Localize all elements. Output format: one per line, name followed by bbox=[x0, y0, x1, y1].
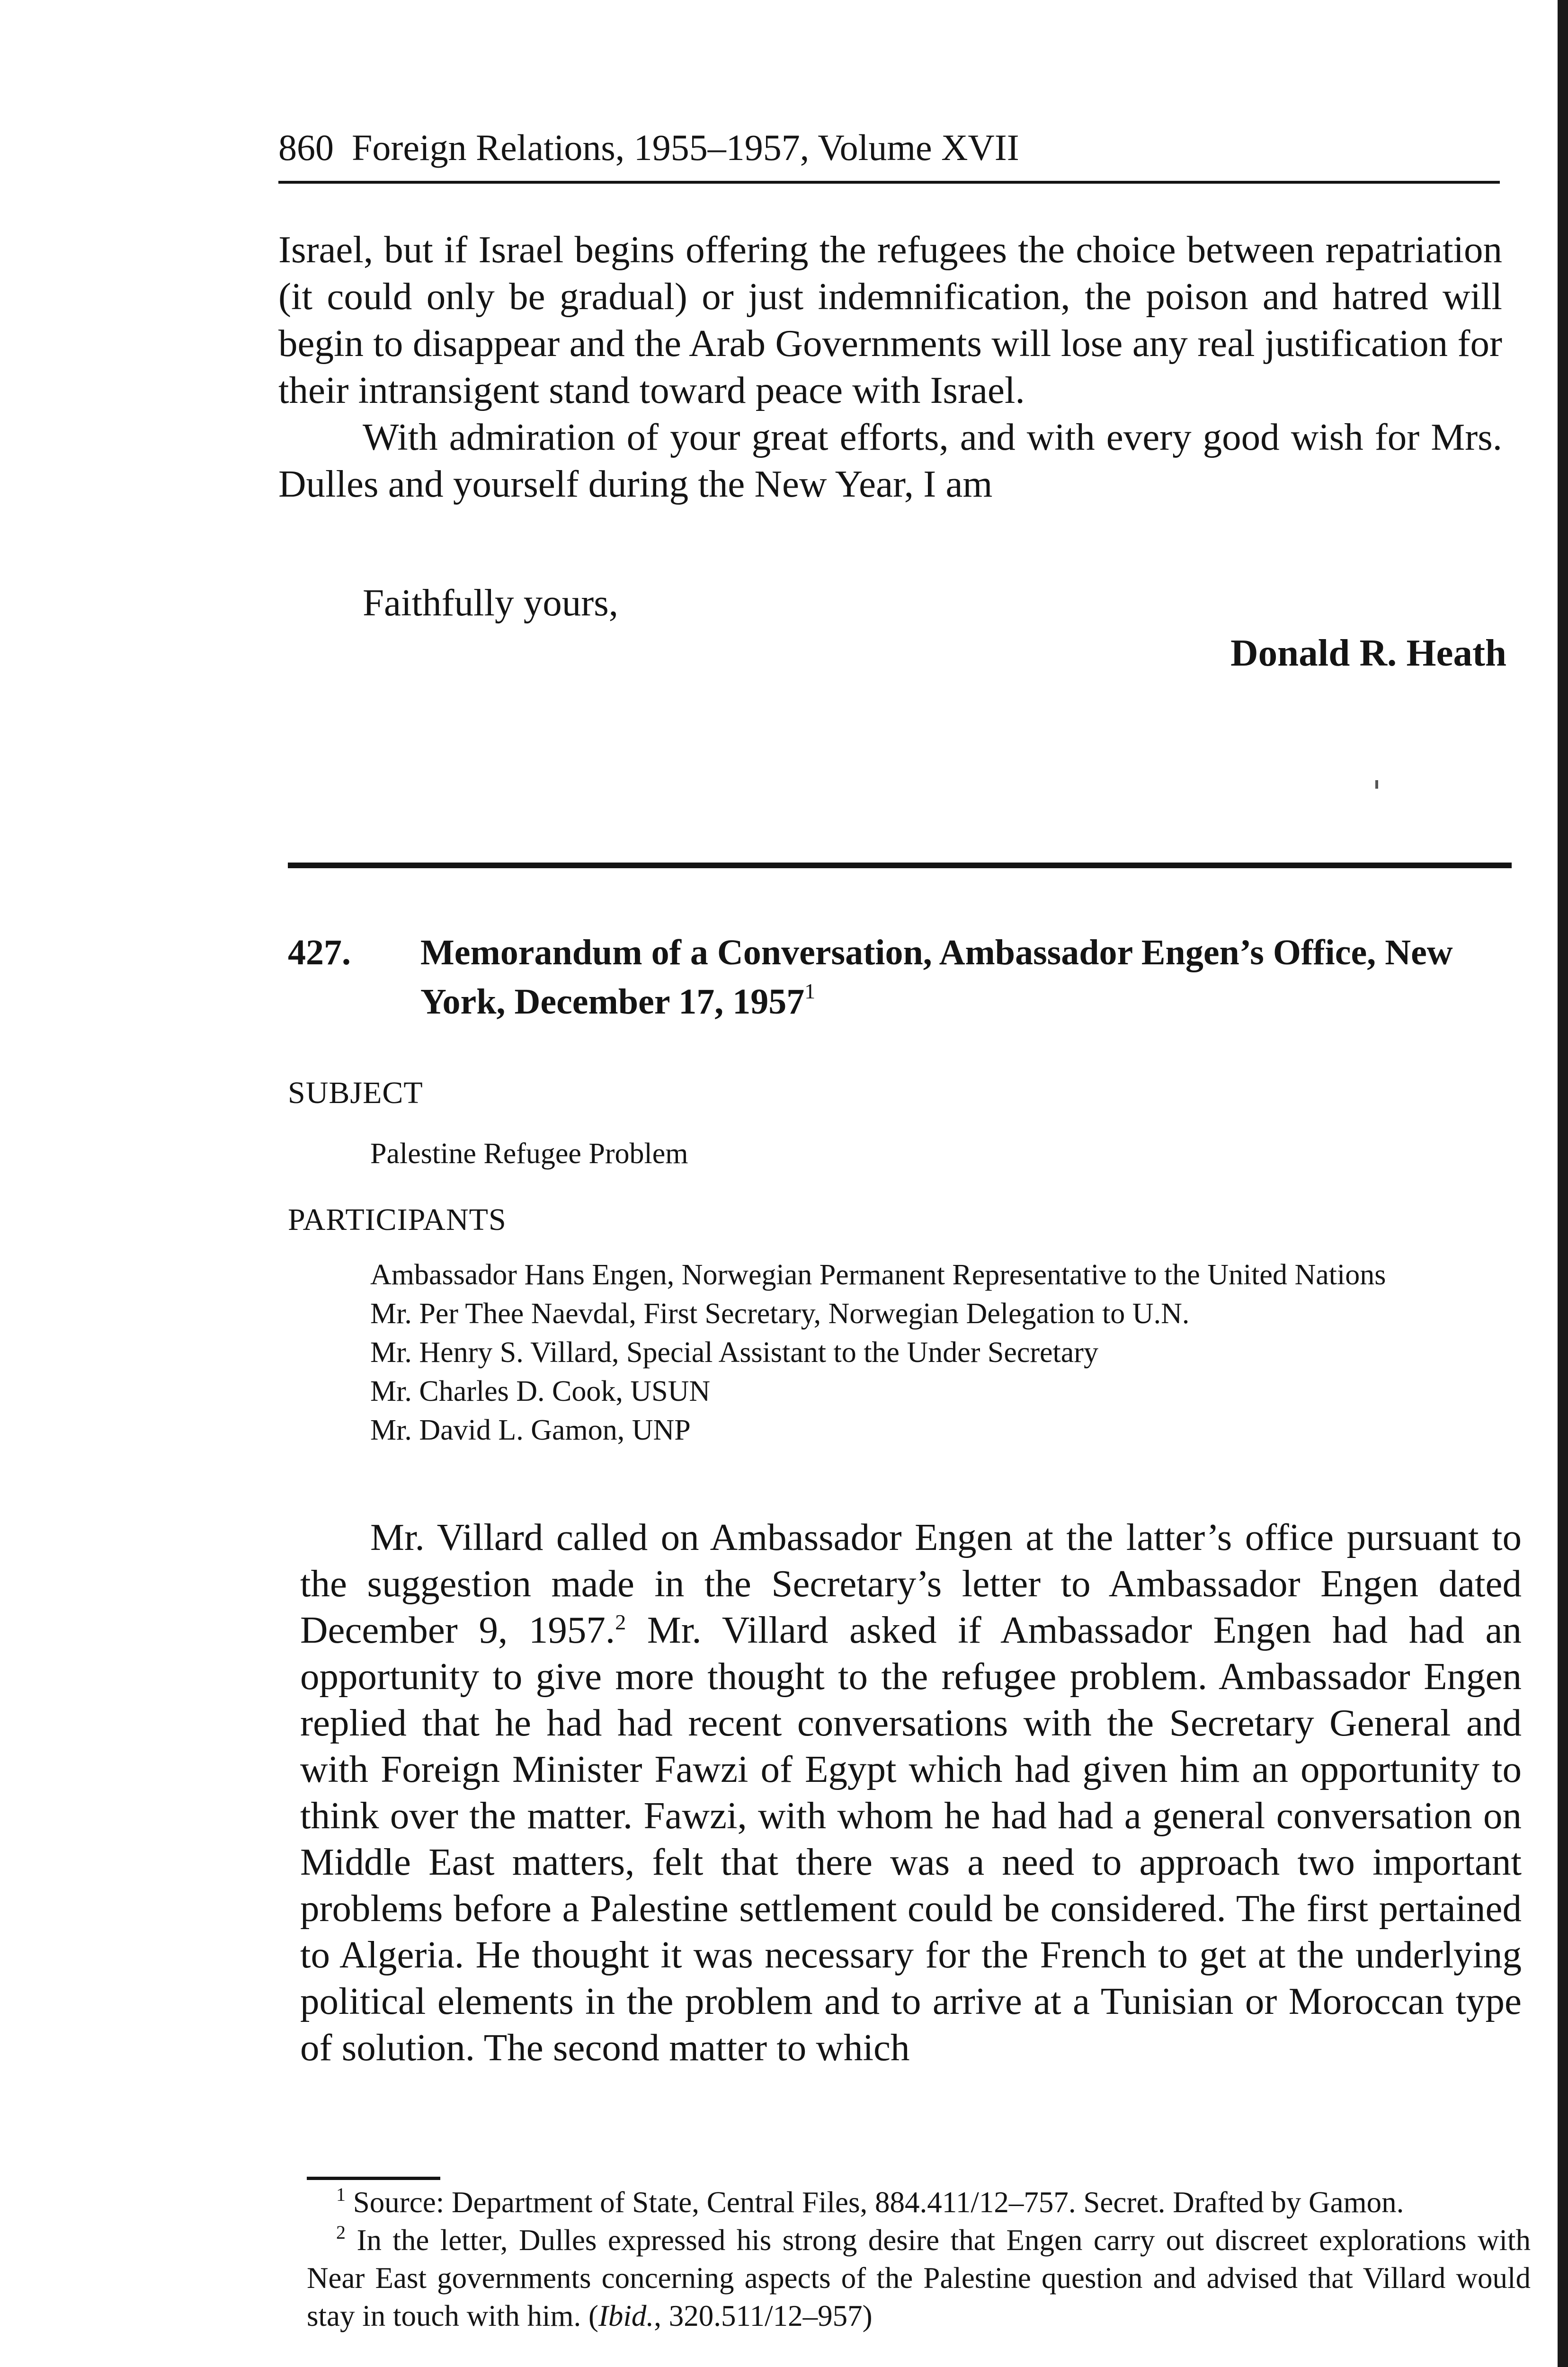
participant-item: Mr. Henry S. Villard, Special Assistant to the Under Secretary bbox=[370, 1336, 1098, 1369]
footnote-ibid: Ibid. bbox=[598, 2299, 654, 2332]
footnote bbox=[307, 2183, 1531, 2221]
letter-closing: Faithfully yours, bbox=[363, 581, 618, 624]
participants-list bbox=[370, 1255, 1506, 1450]
page-number: 860 bbox=[278, 127, 334, 168]
participants-label: PARTICIPANTS bbox=[288, 1202, 507, 1237]
memo-body-text: Mr. Villard called on Ambassador Engen at the latter’s office pursuant to the suggestion made in the Secretary’s letter to Ambassador Engen dated December 9, 1957. bbox=[300, 1516, 1522, 1651]
participant-item: Mr. Per Thee Naevdal, First Secretary, Norwegian Delegation to U.N. bbox=[370, 1298, 1190, 1330]
section-divider bbox=[288, 863, 1512, 868]
footnotes bbox=[307, 2183, 1531, 2335]
volume-title: Foreign Relations, 1955–1957, Volume XVII bbox=[352, 127, 1019, 168]
memo-body-text: Mr. Villard asked if Ambassador Engen had had an opportunity to give more thought to the refugee problem. Ambassador Engen replied that he had had recent conversations with the Secretary General and with Foreign Minister Fawzi of Egypt which had given him an opportunity to think over the matter. Fawzi, with whom he had had a general conversation on Middle East matters, felt that there was a need to approach two important problems before a Palestine settlement could be considered. The first pertained to Algeria. He thought it was necessary for the French to get at the underlying political elements in the problem and to arrive at a Tunisian or Moroccan type of solution. The second matter to which bbox=[300, 1609, 1522, 2069]
document-title bbox=[420, 928, 1505, 1026]
footnote-text: In the letter, Dulles expressed his strong desire that Engen carry out discreet explorations with Near East governments concerning aspects of the Palestine question and advised that Villard would stay in touch with him. ( bbox=[307, 2224, 1531, 2332]
footnote-text: Source: Department of State, Central Files, 884.411/12–757. Secret. Drafted by Gamon. bbox=[346, 2186, 1404, 2219]
letter-body bbox=[278, 226, 1502, 507]
subject-value: Palestine Refugee Problem bbox=[370, 1138, 688, 1170]
subject-label: SUBJECT bbox=[288, 1076, 423, 1110]
footnote-rule bbox=[307, 2177, 440, 2180]
memo-body-paragraph bbox=[300, 1514, 1522, 2071]
participant-item: Mr. Charles D. Cook, USUN bbox=[370, 1375, 711, 1407]
footnote-text: , 320.511/12–957) bbox=[654, 2299, 873, 2332]
footnote-ref: 2 bbox=[615, 1610, 626, 1634]
footnote-marker: 1 bbox=[336, 2184, 346, 2205]
document-number: 427. bbox=[288, 933, 351, 972]
letter-paragraph: Israel, but if Israel begins offering the refugees the choice between repatriation (it could only be gradual) or just indemnification, the poison and hatred will begin to disappear and the Arab Governments will lose any real justification for their intransigent stand toward peace with Israel. bbox=[278, 228, 1502, 411]
running-head bbox=[278, 124, 1502, 181]
footnote-marker: 2 bbox=[336, 2222, 346, 2243]
page-edge-shadow bbox=[1558, 0, 1568, 2367]
document-title-text: Memorandum of a Conversation, Ambassador Engen’s Office, New York, December 17, 1957 bbox=[420, 933, 1453, 1022]
running-head-rule bbox=[278, 181, 1500, 184]
letter-signature: Donald R. Heath bbox=[1230, 632, 1506, 674]
participant-item: Ambassador Hans Engen, Norwegian Permanent Representative to the United Nations bbox=[370, 1259, 1386, 1291]
scan-speck bbox=[1375, 780, 1378, 789]
participant-item: Mr. David L. Gamon, UNP bbox=[370, 1414, 691, 1446]
footnote bbox=[307, 2221, 1531, 2335]
letter-paragraph: With admiration of your great efforts, and with every good wish for Mrs. Dulles and yourself during the New Year, I am bbox=[278, 416, 1502, 505]
footnote-ref: 1 bbox=[804, 979, 816, 1003]
